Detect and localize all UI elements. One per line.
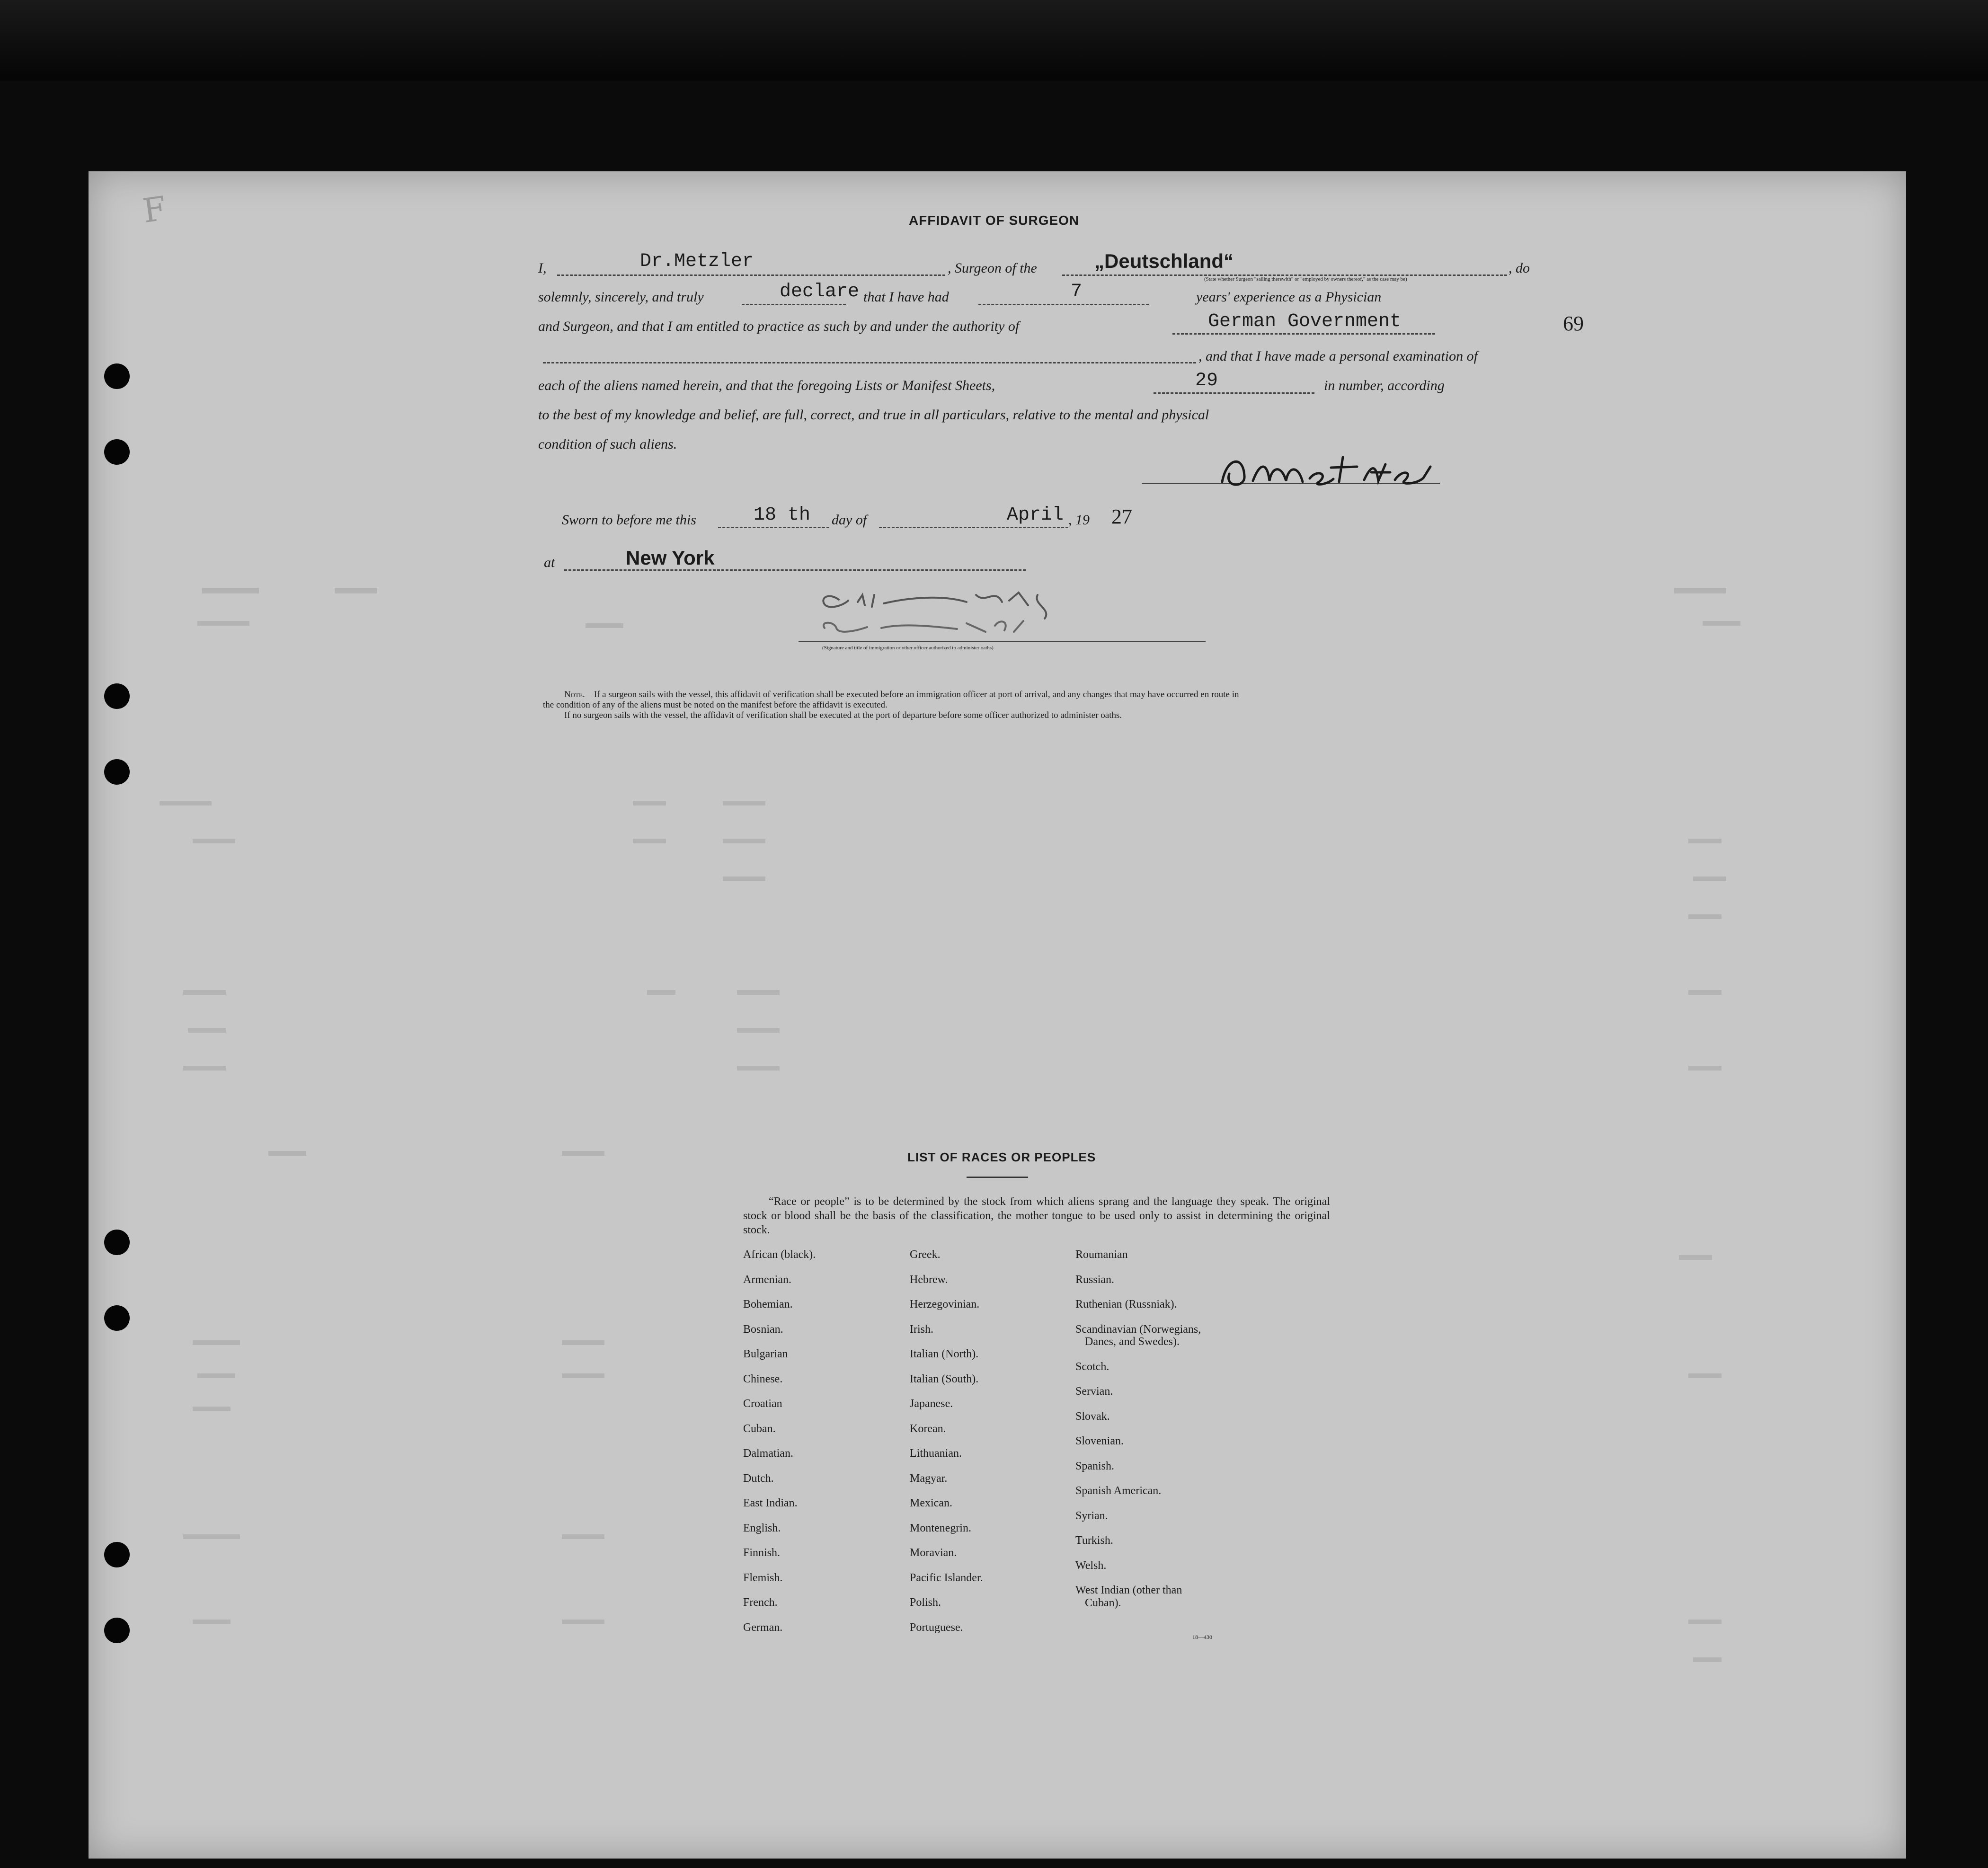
race-item: Lithuanian. <box>910 1447 962 1460</box>
race-item: Scandinavian (Norwegians, <box>1075 1323 1201 1336</box>
form-text: in number, according <box>1324 378 1445 393</box>
form-text: condition of such aliens. <box>538 436 677 452</box>
surgeon-status-underline <box>1204 274 1507 276</box>
race-item: Danes, and Swedes). <box>1085 1336 1180 1348</box>
note-line-2: the condition of any of the aliens must be noted on the manifest before the affidavit is executed. <box>543 700 888 710</box>
race-item: Bohemian. <box>743 1298 793 1310</box>
race-item: Moravian. <box>910 1547 957 1559</box>
form-text: I, <box>538 260 547 276</box>
officer-signature-caption: (Signature and title of immigration or other officer authorized to administer oaths) <box>822 645 994 651</box>
manifest-sheets-count-value: 29 <box>1195 370 1218 391</box>
race-item: Syrian. <box>1075 1509 1108 1522</box>
race-item: Magyar. <box>910 1472 948 1485</box>
race-item: Spanish. <box>1075 1460 1115 1472</box>
affidavit-title: AFFIDAVIT OF SURGEON <box>909 213 1080 228</box>
race-item: Bosnian. <box>743 1323 783 1336</box>
races-intro: “Race or people” is to be determined by the stock from which aliens sprang and the language they speak. The original stock or blood shall be the basis of the classification, the mother tongue to be used only to assist in determining the original stock. <box>743 1195 1330 1236</box>
form-code: 18—430 <box>1192 1634 1212 1640</box>
race-item: Polish. <box>910 1596 941 1609</box>
race-item: Montenegrin. <box>910 1522 971 1534</box>
race-item: English. <box>743 1522 781 1534</box>
form-text: at <box>544 555 555 570</box>
race-item: French. <box>743 1596 778 1609</box>
race-item: Slovenian. <box>1075 1435 1124 1447</box>
race-item: African (black). <box>743 1248 816 1261</box>
race-item: Spanish American. <box>1075 1485 1162 1497</box>
note-label: Note. <box>564 690 585 699</box>
race-item: Scotch. <box>1075 1360 1109 1373</box>
race-item: Finnish. <box>743 1547 781 1559</box>
sworn-day-value: 18 th <box>754 505 811 526</box>
authority-underline <box>1172 333 1435 335</box>
form-text: Sworn to before me this <box>562 512 696 528</box>
form-text: day of <box>832 512 867 528</box>
form-text: , do <box>1509 260 1530 276</box>
race-item: Korean. <box>910 1422 946 1435</box>
race-item: Portuguese. <box>910 1621 963 1634</box>
race-item: Greek. <box>910 1248 941 1261</box>
name-underline <box>557 274 945 276</box>
race-item: Chinese. <box>743 1372 783 1385</box>
corner-handwritten-mark: F <box>140 189 169 230</box>
race-item: Russian. <box>1075 1273 1115 1286</box>
race-item: Armenian. <box>743 1273 791 1286</box>
race-item: Italian (South). <box>910 1372 979 1385</box>
page-number: 69 <box>1563 312 1584 335</box>
form-text: , Surgeon of the <box>948 260 1037 276</box>
race-item: East Indian. <box>743 1497 798 1509</box>
authority-continuation-underline <box>543 362 1196 363</box>
form-text: , 19 <box>1068 512 1090 528</box>
officer-signature-line <box>799 641 1206 642</box>
race-item: Bulgarian <box>743 1348 788 1360</box>
form-text: solemnly, sincerely, and truly <box>538 289 704 305</box>
surgeon-name-value: Dr.Metzler <box>640 251 754 272</box>
place-underline <box>564 569 1026 571</box>
race-item: Croatian <box>743 1398 782 1410</box>
race-item: Servian. <box>1075 1385 1113 1398</box>
form-text: , and that I have made a personal examination of <box>1198 348 1478 364</box>
race-item: Dalmatian. <box>743 1447 793 1460</box>
surgeon-status-hint: (State whether Surgeon "sailing therewith" or "employed by owners thereof," as the case may be) <box>1204 276 1407 282</box>
race-item: Dutch. <box>743 1472 774 1485</box>
race-item: Hebrew. <box>910 1273 948 1286</box>
race-item: Mexican. <box>910 1497 952 1509</box>
race-item: Cuban. <box>743 1422 776 1435</box>
form-text: and Surgeon, and that I am entitled to practice as such by and under the authority of <box>538 319 1020 334</box>
document-page <box>89 171 1906 1859</box>
form-text: each of the aliens named herein, and that the foregoing Lists or Manifest Sheets, <box>538 378 995 393</box>
race-item: Turkish. <box>1075 1534 1113 1547</box>
race-item: Japanese. <box>910 1398 953 1410</box>
race-item: Italian (North). <box>910 1348 979 1360</box>
note-text-1: —If a surgeon sails with the vessel, this affidavit of verification shall be executed before an immigration officer at port of arrival, and any changes that may have occurred en route in <box>585 690 1239 699</box>
day-underline <box>718 527 829 528</box>
authority-value: German Government <box>1208 311 1402 332</box>
declaration-verb-value: declare <box>780 281 860 302</box>
years-experience-value: 7 <box>1071 281 1083 302</box>
races-title-rule <box>967 1177 1028 1178</box>
note-line-1 <box>564 690 1239 700</box>
race-item: Flemish. <box>743 1571 783 1584</box>
sworn-place-value: New York <box>626 547 715 569</box>
years-underline <box>978 304 1149 305</box>
surgeon-signature <box>1215 448 1438 490</box>
note-line-3: If no surgeon sails with the vessel, the affidavit of verification shall be executed at the port of departure before some officer authorized to administer oaths. <box>564 710 1122 720</box>
month-underline <box>879 527 1068 528</box>
races-title: LIST OF RACES OR PEOPLES <box>907 1150 1096 1164</box>
sworn-month-value: April <box>1007 505 1064 526</box>
form-text: to the best of my knowledge and belief, are full, correct, and true in all particulars, relative to the mental and physical <box>538 407 1209 423</box>
race-item: West Indian (other than <box>1075 1584 1182 1596</box>
race-item: Irish. <box>910 1323 933 1336</box>
race-item: Ruthenian (Russniak). <box>1075 1298 1177 1310</box>
race-item: Herzegovinian. <box>910 1298 980 1310</box>
officer-signature <box>787 576 1180 645</box>
vessel-name-value: „Deutschland“ <box>1094 250 1234 272</box>
bleed-through-marks <box>89 171 1906 1859</box>
race-item: Pacific Islander. <box>910 1571 983 1584</box>
form-text: years' experience as a Physician <box>1196 289 1382 305</box>
form-text: that I have had <box>863 289 949 305</box>
verb-underline <box>742 304 846 305</box>
scan-dark-border <box>0 0 1988 80</box>
race-item: Slovak. <box>1075 1410 1110 1423</box>
sworn-year-value: 27 <box>1111 505 1132 528</box>
race-item: Roumanian <box>1075 1248 1128 1261</box>
sheets-underline <box>1154 392 1314 394</box>
race-item: Welsh. <box>1075 1559 1107 1572</box>
race-item: Cuban). <box>1085 1596 1121 1609</box>
race-item: German. <box>743 1621 783 1634</box>
